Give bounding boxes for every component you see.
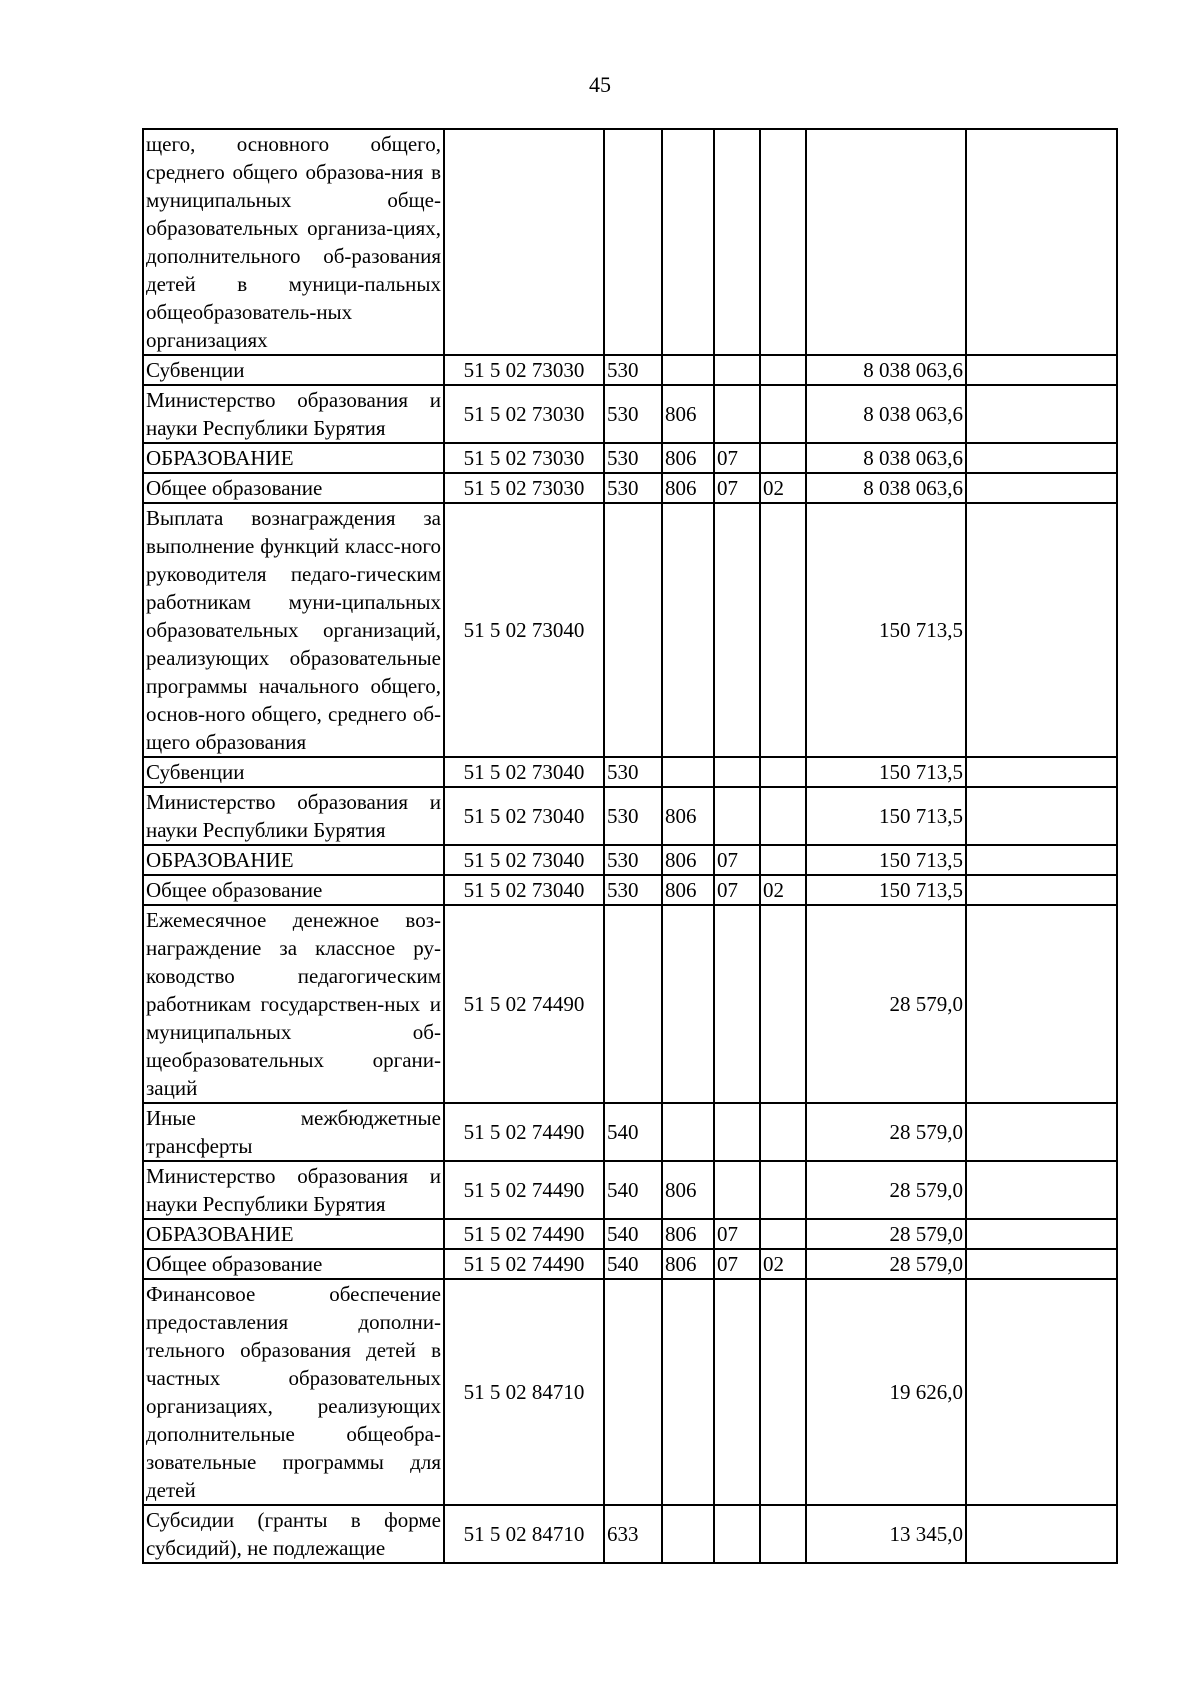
target-article-code-cell: 51 5 02 73030 [444,443,604,473]
administrator-code-cell [662,355,714,385]
expense-type-code-cell: 530 [604,355,662,385]
table-row [143,385,1117,443]
administrator-code-cell: 806 [662,385,714,443]
row-name-cell: Общее образование [143,473,444,503]
section-code-cell [714,905,760,1103]
table-row [143,1249,1117,1279]
extra-column-cell [966,503,1117,757]
target-article-code-cell: 51 5 02 84710 [444,1505,604,1563]
amount-cell: 28 579,0 [806,905,966,1103]
row-name-cell: Общее образование [143,1249,444,1279]
table-row [143,1103,1117,1161]
expense-type-code-cell: 633 [604,1505,662,1563]
expense-type-code-cell [604,905,662,1103]
amount-cell: 8 038 063,6 [806,355,966,385]
table-row [143,1219,1117,1249]
row-name-cell: ОБРАЗОВАНИЕ [143,1219,444,1249]
extra-column-cell [966,129,1117,355]
expense-type-code-cell: 530 [604,875,662,905]
amount-cell: 150 713,5 [806,787,966,845]
subsection-code-cell [760,1279,806,1505]
subsection-code-cell [760,1103,806,1161]
target-article-code-cell: 51 5 02 74490 [444,1249,604,1279]
expense-type-code-cell: 530 [604,473,662,503]
target-article-code-cell: 51 5 02 73040 [444,845,604,875]
table-row [143,443,1117,473]
amount-cell [806,129,966,355]
row-name-cell: Субвенции [143,757,444,787]
target-article-code-cell: 51 5 02 74490 [444,1161,604,1219]
row-name-cell: щего, основного общего, среднего общего образова-ния в муниципальных обще-образовательных организа-циях, дополнительного об-разования детей в муници-пальных общеобразователь-ных организациях [143,129,444,355]
expense-type-code-cell: 540 [604,1103,662,1161]
amount-cell: 28 579,0 [806,1103,966,1161]
expense-type-code-cell: 530 [604,757,662,787]
target-article-code-cell: 51 5 02 74490 [444,1103,604,1161]
row-name-cell: Ежемесячное денежное воз-награждение за классное ру-ководство педагогическим работникам государствен-ных и муниципальных об-щеобразовательных органи-заций [143,905,444,1103]
section-code-cell [714,503,760,757]
table-row [143,503,1117,757]
subsection-code-cell [760,503,806,757]
subsection-code-cell: 02 [760,1249,806,1279]
extra-column-cell [966,787,1117,845]
table-row [143,129,1117,355]
target-article-code-cell: 51 5 02 73040 [444,875,604,905]
table-row [143,1279,1117,1505]
administrator-code-cell: 806 [662,1161,714,1219]
amount-cell: 8 038 063,6 [806,385,966,443]
row-name-cell: Министерство образования и науки Республики Бурятия [143,787,444,845]
target-article-code-cell: 51 5 02 73040 [444,503,604,757]
expense-type-code-cell: 530 [604,443,662,473]
subsection-code-cell [760,385,806,443]
subsection-code-cell [760,787,806,845]
extra-column-cell [966,1279,1117,1505]
amount-cell: 150 713,5 [806,845,966,875]
administrator-code-cell: 806 [662,875,714,905]
row-name-cell: Министерство образования и науки Республики Бурятия [143,1161,444,1219]
subsection-code-cell: 02 [760,875,806,905]
target-article-code-cell: 51 5 02 73030 [444,355,604,385]
administrator-code-cell [662,757,714,787]
target-article-code-cell: 51 5 02 74490 [444,905,604,1103]
extra-column-cell [966,1505,1117,1563]
extra-column-cell [966,905,1117,1103]
target-article-code-cell [444,129,604,355]
target-article-code-cell: 51 5 02 73040 [444,787,604,845]
administrator-code-cell [662,1279,714,1505]
table-row [143,845,1117,875]
row-name-cell: ОБРАЗОВАНИЕ [143,845,444,875]
row-name-cell: ОБРАЗОВАНИЕ [143,443,444,473]
amount-cell: 8 038 063,6 [806,473,966,503]
table-row [143,355,1117,385]
amount-cell: 150 713,5 [806,503,966,757]
extra-column-cell [966,355,1117,385]
administrator-code-cell: 806 [662,443,714,473]
subsection-code-cell [760,355,806,385]
extra-column-cell [966,443,1117,473]
section-code-cell: 07 [714,443,760,473]
administrator-code-cell [662,503,714,757]
row-name-cell: Финансовое обеспечение предоставления дополни-тельного образования детей в частных образовательных организациях, реализующих дополнительные общеобра-зовательные программы для детей [143,1279,444,1505]
section-code-cell: 07 [714,845,760,875]
subsection-code-cell [760,1505,806,1563]
section-code-cell [714,129,760,355]
row-name-cell: Иные межбюджетные трансферты [143,1103,444,1161]
row-name-cell: Выплата вознаграждения за выполнение функций класс-ного руководителя педаго-гическим работникам муни-ципальных образовательных организаций, реализующих образовательные программы начального общего, основ-ного общего, среднего об-щего образования [143,503,444,757]
expense-type-code-cell: 530 [604,385,662,443]
table-row [143,473,1117,503]
section-code-cell [714,1505,760,1563]
extra-column-cell [966,1219,1117,1249]
section-code-cell: 07 [714,473,760,503]
section-code-cell: 07 [714,1219,760,1249]
administrator-code-cell [662,1103,714,1161]
extra-column-cell [966,845,1117,875]
extra-column-cell [966,1103,1117,1161]
section-code-cell [714,385,760,443]
row-name-cell: Субсидии (гранты в форме субсидий), не подлежащие [143,1505,444,1563]
subsection-code-cell [760,129,806,355]
page-number: 45 [589,72,611,97]
budget-table [142,128,1118,1564]
subsection-code-cell [760,905,806,1103]
table-row [143,787,1117,845]
expense-type-code-cell: 530 [604,787,662,845]
subsection-code-cell [760,757,806,787]
administrator-code-cell: 806 [662,845,714,875]
administrator-code-cell: 806 [662,1249,714,1279]
amount-cell: 28 579,0 [806,1161,966,1219]
extra-column-cell [966,385,1117,443]
section-code-cell [714,355,760,385]
amount-cell: 150 713,5 [806,757,966,787]
amount-cell: 150 713,5 [806,875,966,905]
administrator-code-cell: 806 [662,787,714,845]
amount-cell: 28 579,0 [806,1219,966,1249]
section-code-cell: 07 [714,1249,760,1279]
target-article-code-cell: 51 5 02 73040 [444,757,604,787]
subsection-code-cell [760,1219,806,1249]
amount-cell: 8 038 063,6 [806,443,966,473]
administrator-code-cell: 806 [662,1219,714,1249]
section-code-cell [714,1161,760,1219]
section-code-cell [714,757,760,787]
extra-column-cell [966,875,1117,905]
target-article-code-cell: 51 5 02 73030 [444,385,604,443]
section-code-cell [714,1279,760,1505]
administrator-code-cell [662,1505,714,1563]
administrator-code-cell [662,129,714,355]
subsection-code-cell [760,443,806,473]
expense-type-code-cell [604,1279,662,1505]
target-article-code-cell: 51 5 02 73030 [444,473,604,503]
amount-cell: 13 345,0 [806,1505,966,1563]
extra-column-cell [966,757,1117,787]
row-name-cell: Министерство образования и науки Республики Бурятия [143,385,444,443]
expense-type-code-cell: 530 [604,845,662,875]
subsection-code-cell: 02 [760,473,806,503]
row-name-cell: Общее образование [143,875,444,905]
table-row [143,905,1117,1103]
subsection-code-cell [760,1161,806,1219]
extra-column-cell [966,1161,1117,1219]
target-article-code-cell: 51 5 02 74490 [444,1219,604,1249]
administrator-code-cell [662,905,714,1103]
amount-cell: 19 626,0 [806,1279,966,1505]
extra-column-cell [966,1249,1117,1279]
subsection-code-cell [760,845,806,875]
table-row [143,1505,1117,1563]
target-article-code-cell: 51 5 02 84710 [444,1279,604,1505]
section-code-cell [714,787,760,845]
table-row [143,1161,1117,1219]
expense-type-code-cell: 540 [604,1249,662,1279]
expense-type-code-cell: 540 [604,1219,662,1249]
row-name-cell: Субвенции [143,355,444,385]
expense-type-code-cell: 540 [604,1161,662,1219]
table-row [143,875,1117,905]
expense-type-code-cell [604,503,662,757]
section-code-cell [714,1103,760,1161]
section-code-cell: 07 [714,875,760,905]
administrator-code-cell: 806 [662,473,714,503]
expense-type-code-cell [604,129,662,355]
extra-column-cell [966,473,1117,503]
amount-cell: 28 579,0 [806,1249,966,1279]
table-row [143,757,1117,787]
